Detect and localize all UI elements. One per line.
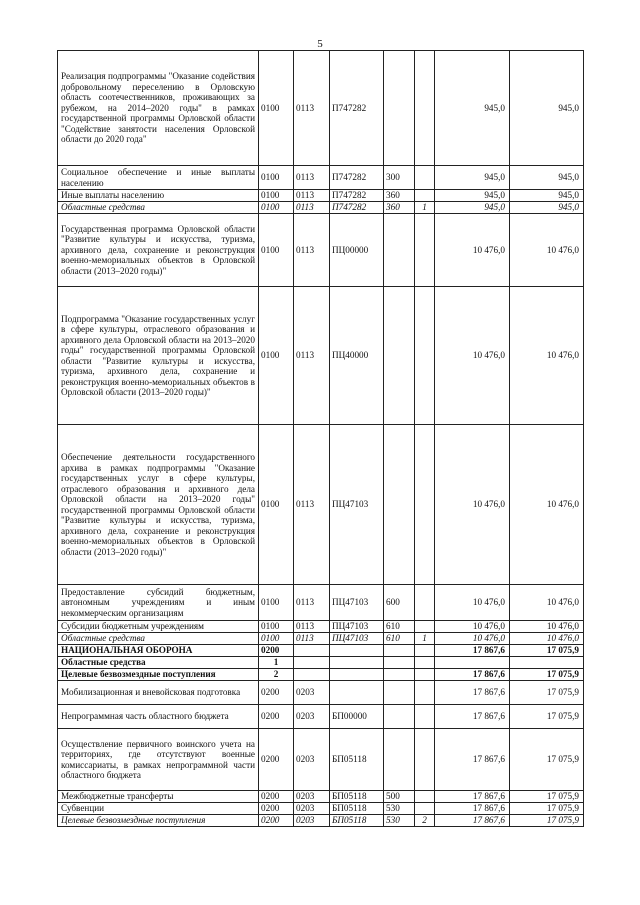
row-subsection: 0113 bbox=[294, 214, 330, 287]
row-target-code: ПЦ47103 bbox=[330, 621, 384, 633]
row-kind bbox=[415, 705, 435, 729]
row-value-2: 17 075,9 bbox=[510, 815, 584, 827]
row-subsection: 0113 bbox=[294, 621, 330, 633]
row-value-1: 10 476,0 bbox=[435, 425, 510, 585]
row-subsection bbox=[294, 645, 330, 657]
table-row bbox=[58, 791, 584, 803]
row-name: Подпрограмма "Оказание государственных услуг в сфере культуры, отраслевого образования и архивного дела Орловской области на 2013–2020 годы" государственной программы Орловской области "Развитие культуры и искусства, туризма, архивного дела, сохранение и реконструкция военно-мемориальных объектов в Орловской области (2013–2020 годы)" bbox=[58, 287, 259, 425]
row-kind: 2 bbox=[415, 815, 435, 827]
row-expense-type bbox=[384, 729, 415, 791]
row-value-1: 10 476,0 bbox=[435, 633, 510, 645]
row-section: 2 bbox=[259, 669, 294, 681]
row-name: Областные средства bbox=[58, 633, 259, 645]
row-target-code: БП05118 bbox=[330, 729, 384, 791]
row-section: 1 bbox=[259, 657, 294, 669]
row-target-code: БП05118 bbox=[330, 803, 384, 815]
row-target-code: ПЦ47103 bbox=[330, 633, 384, 645]
row-expense-type: 610 bbox=[384, 633, 415, 645]
row-value-2: 10 476,0 bbox=[510, 425, 584, 585]
row-kind bbox=[415, 51, 435, 166]
row-section: 0100 bbox=[259, 425, 294, 585]
row-expense-type bbox=[384, 669, 415, 681]
row-value-1: 17 867,6 bbox=[435, 815, 510, 827]
row-kind bbox=[415, 791, 435, 803]
row-subsection: 0203 bbox=[294, 791, 330, 803]
row-value-1: 17 867,6 bbox=[435, 729, 510, 791]
row-expense-type: 360 bbox=[384, 202, 415, 214]
row-target-code: ПЦ00000 bbox=[330, 214, 384, 287]
row-value-2: 17 075,9 bbox=[510, 705, 584, 729]
table-row bbox=[58, 633, 584, 645]
row-value-2: 10 476,0 bbox=[510, 633, 584, 645]
table-row bbox=[58, 190, 584, 202]
row-value-1: 17 867,6 bbox=[435, 669, 510, 681]
row-target-code: ПЦ47103 bbox=[330, 425, 384, 585]
row-value-2: 10 476,0 bbox=[510, 287, 584, 425]
row-kind bbox=[415, 214, 435, 287]
row-subsection bbox=[294, 669, 330, 681]
table-row bbox=[58, 705, 584, 729]
row-expense-type: 610 bbox=[384, 621, 415, 633]
row-kind bbox=[415, 657, 435, 669]
row-section: 0200 bbox=[259, 729, 294, 791]
row-name: Осуществление первичного воинского учета на территориях, где отсутствуют военные комиссариаты, в рамках непрограммной части областного бюджета bbox=[58, 729, 259, 791]
table-row bbox=[58, 621, 584, 633]
table-row bbox=[58, 287, 584, 425]
row-target-code bbox=[330, 657, 384, 669]
row-target-code: ПЦ40000 bbox=[330, 287, 384, 425]
row-target-code: П747282 bbox=[330, 166, 384, 190]
row-value-1: 945,0 bbox=[435, 51, 510, 166]
row-name: Социальное обеспечение и иные выплаты населению bbox=[58, 166, 259, 190]
row-subsection: 0203 bbox=[294, 705, 330, 729]
row-kind bbox=[415, 669, 435, 681]
row-expense-type bbox=[384, 214, 415, 287]
row-subsection: 0113 bbox=[294, 287, 330, 425]
row-expense-type: 600 bbox=[384, 585, 415, 621]
row-section: 0100 bbox=[259, 585, 294, 621]
row-name: Реализация подпрограммы "Оказание содействия добровольному переселению в Орловскую область соотечественников, проживающих за рубежом, на 2014–2020 годы" в рамках государственной программы Орловской области "Содействие занятости населения Орловской области до 2020 года" bbox=[58, 51, 259, 166]
row-section: 0100 bbox=[259, 202, 294, 214]
row-value-2: 17 075,9 bbox=[510, 681, 584, 705]
row-name: Непрограммная часть областного бюджета bbox=[58, 705, 259, 729]
row-value-2: 17 075,9 bbox=[510, 803, 584, 815]
row-expense-type: 530 bbox=[384, 803, 415, 815]
row-kind bbox=[415, 166, 435, 190]
row-section: 0100 bbox=[259, 190, 294, 202]
row-section: 0200 bbox=[259, 791, 294, 803]
row-value-2: 945,0 bbox=[510, 51, 584, 166]
row-kind bbox=[415, 190, 435, 202]
row-value-1: 10 476,0 bbox=[435, 621, 510, 633]
table-row bbox=[58, 729, 584, 791]
row-section: 0200 bbox=[259, 803, 294, 815]
row-kind bbox=[415, 729, 435, 791]
row-value-2: 17 075,9 bbox=[510, 669, 584, 681]
row-target-code: БП05118 bbox=[330, 791, 384, 803]
row-kind: 1 bbox=[415, 633, 435, 645]
row-name: Мобилизационная и вневойсковая подготовка bbox=[58, 681, 259, 705]
row-subsection: 0113 bbox=[294, 425, 330, 585]
row-expense-type bbox=[384, 287, 415, 425]
table-row bbox=[58, 202, 584, 214]
row-value-2 bbox=[510, 657, 584, 669]
table-row bbox=[58, 51, 584, 166]
row-section: 0100 bbox=[259, 166, 294, 190]
row-subsection: 0203 bbox=[294, 815, 330, 827]
row-value-1: 10 476,0 bbox=[435, 585, 510, 621]
row-subsection: 0113 bbox=[294, 51, 330, 166]
row-expense-type: 360 bbox=[384, 190, 415, 202]
table-row bbox=[58, 425, 584, 585]
row-expense-type bbox=[384, 425, 415, 585]
row-kind bbox=[415, 681, 435, 705]
row-expense-type: 300 bbox=[384, 166, 415, 190]
row-value-1: 945,0 bbox=[435, 190, 510, 202]
page-number: 5 bbox=[317, 38, 323, 50]
row-value-1: 17 867,6 bbox=[435, 645, 510, 657]
row-expense-type: 530 bbox=[384, 815, 415, 827]
row-expense-type: 500 bbox=[384, 791, 415, 803]
table-row bbox=[58, 166, 584, 190]
row-value-1: 10 476,0 bbox=[435, 214, 510, 287]
row-value-2: 945,0 bbox=[510, 166, 584, 190]
row-subsection: 0113 bbox=[294, 202, 330, 214]
row-target-code: П747282 bbox=[330, 51, 384, 166]
row-kind bbox=[415, 287, 435, 425]
row-section: 0200 bbox=[259, 815, 294, 827]
row-subsection: 0113 bbox=[294, 585, 330, 621]
row-expense-type bbox=[384, 645, 415, 657]
budget-table bbox=[57, 50, 584, 827]
row-value-1: 17 867,6 bbox=[435, 803, 510, 815]
row-target-code: П747282 bbox=[330, 190, 384, 202]
row-value-2: 17 075,9 bbox=[510, 729, 584, 791]
row-kind bbox=[415, 645, 435, 657]
row-name: Областные средства bbox=[58, 202, 259, 214]
row-section: 0200 bbox=[259, 645, 294, 657]
row-section: 0200 bbox=[259, 681, 294, 705]
row-kind: 1 bbox=[415, 202, 435, 214]
row-value-1: 17 867,6 bbox=[435, 681, 510, 705]
row-value-1: 945,0 bbox=[435, 166, 510, 190]
row-target-code: ПЦ47103 bbox=[330, 585, 384, 621]
row-value-1: 10 476,0 bbox=[435, 287, 510, 425]
row-subsection: 0203 bbox=[294, 729, 330, 791]
row-expense-type bbox=[384, 705, 415, 729]
row-target-code: П747282 bbox=[330, 202, 384, 214]
row-section: 0100 bbox=[259, 621, 294, 633]
table-row bbox=[58, 669, 584, 681]
row-target-code: БП05118 bbox=[330, 815, 384, 827]
row-target-code: БП00000 bbox=[330, 705, 384, 729]
row-section: 0200 bbox=[259, 705, 294, 729]
row-subsection: 0203 bbox=[294, 681, 330, 705]
row-expense-type bbox=[384, 51, 415, 166]
row-value-2: 17 075,9 bbox=[510, 791, 584, 803]
row-name: Межбюджетные трансферты bbox=[58, 791, 259, 803]
row-name: Обеспечение деятельности государственного архива в рамках подпрограммы "Оказание государственных услуг в сфере культуры, отраслевого образования и архивного дела Орловской области на 2013–2020 годы" государственной программы Орловской области "Развитие культуры и искусства, туризма, архивного дела, сохранение и реконструкция военно-мемориальных объектов в Орловской области (2013–2020 годы)" bbox=[58, 425, 259, 585]
row-name: Предоставление субсидий бюджетным, автономным учреждениям и иным некоммерческим организациям bbox=[58, 585, 259, 621]
row-value-1: 945,0 bbox=[435, 202, 510, 214]
row-value-2: 10 476,0 bbox=[510, 214, 584, 287]
row-section: 0100 bbox=[259, 51, 294, 166]
row-target-code bbox=[330, 681, 384, 705]
row-value-2: 17 075,9 bbox=[510, 645, 584, 657]
row-section: 0100 bbox=[259, 287, 294, 425]
row-value-1 bbox=[435, 657, 510, 669]
row-value-2: 945,0 bbox=[510, 190, 584, 202]
row-section: 0100 bbox=[259, 633, 294, 645]
table-row bbox=[58, 803, 584, 815]
row-target-code bbox=[330, 669, 384, 681]
row-name: Государственная программа Орловской области "Развитие культуры и искусства, туризма, архивного дела, сохранение и реконструкция военно-мемориальных объектов в Орловской области (2013–2020 годы)" bbox=[58, 214, 259, 287]
row-name: Целевые безвозмездные поступления bbox=[58, 815, 259, 827]
row-name: НАЦИОНАЛЬНАЯ ОБОРОНА bbox=[58, 645, 259, 657]
table-row bbox=[58, 214, 584, 287]
table-row bbox=[58, 645, 584, 657]
row-subsection: 0113 bbox=[294, 166, 330, 190]
row-subsection: 0203 bbox=[294, 803, 330, 815]
row-subsection: 0113 bbox=[294, 190, 330, 202]
row-name: Областные средства bbox=[58, 657, 259, 669]
row-name: Иные выплаты населению bbox=[58, 190, 259, 202]
row-kind bbox=[415, 621, 435, 633]
row-name: Целевые безвозмездные поступления bbox=[58, 669, 259, 681]
table-row bbox=[58, 815, 584, 827]
row-kind bbox=[415, 585, 435, 621]
row-kind bbox=[415, 803, 435, 815]
table-row bbox=[58, 657, 584, 669]
row-subsection: 0113 bbox=[294, 633, 330, 645]
row-expense-type bbox=[384, 657, 415, 669]
row-target-code bbox=[330, 645, 384, 657]
row-subsection bbox=[294, 657, 330, 669]
table-row bbox=[58, 681, 584, 705]
row-expense-type bbox=[384, 681, 415, 705]
row-kind bbox=[415, 425, 435, 585]
row-value-2: 945,0 bbox=[510, 202, 584, 214]
row-value-1: 17 867,6 bbox=[435, 705, 510, 729]
row-value-2: 10 476,0 bbox=[510, 621, 584, 633]
row-name: Субсидии бюджетным учреждениям bbox=[58, 621, 259, 633]
row-name: Субвенции bbox=[58, 803, 259, 815]
row-value-2: 10 476,0 bbox=[510, 585, 584, 621]
table-row bbox=[58, 585, 584, 621]
row-section: 0100 bbox=[259, 214, 294, 287]
row-value-1: 17 867,6 bbox=[435, 791, 510, 803]
